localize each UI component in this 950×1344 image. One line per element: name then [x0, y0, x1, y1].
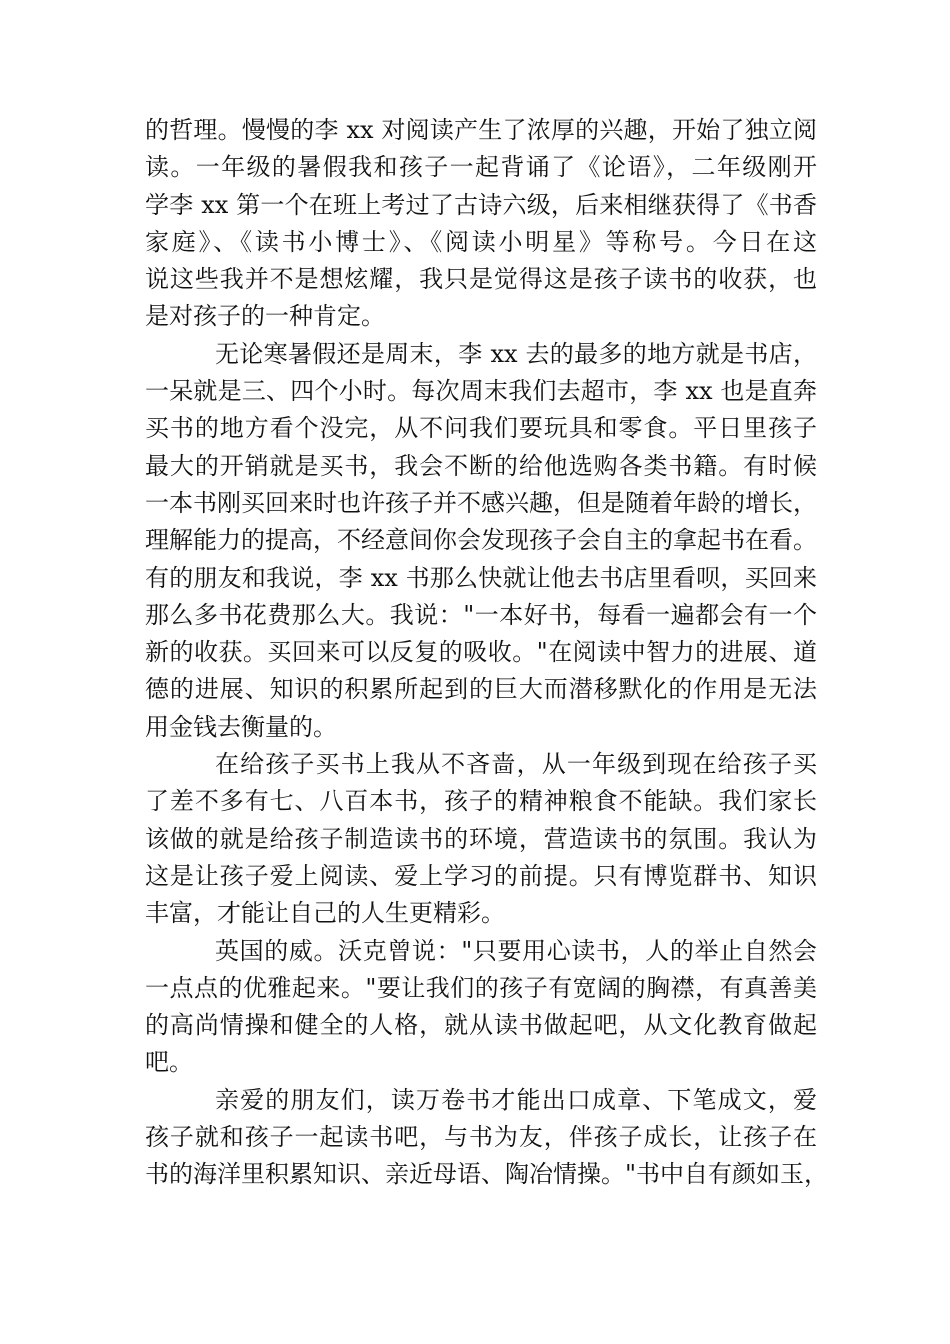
text-line: 说这些我并不是想炫耀，我只是觉得这是孩子读书的收获，也 [145, 265, 817, 294]
text-line: 英国的威。沃克曾说："只要用心读书，人的举止自然会 [215, 936, 817, 965]
text-line: 书的海洋里积累知识、亲近母语、陶冶情操。"书中自有颜如玉， [145, 1160, 829, 1189]
text-line: 孩子就和孩子一起读书吧，与书为友，伴孩子成长，让孩子在 [145, 1123, 817, 1152]
paragraph-3 [145, 746, 817, 932]
text-line: 有的朋友和我说，李 xx 书那么快就让他去书店里看呗，买回来 [145, 563, 817, 592]
text-line: 读。一年级的暑假我和孩子一起背诵了《论语》，二年级刚开 [145, 153, 817, 182]
paragraph-5 [145, 1082, 829, 1194]
text-line: 买书的地方看个没完，从不问我们要玩具和零食。平日里孩子 [145, 414, 817, 443]
text-line: 该做的就是给孩子制造读书的环境，营造读书的氛围。我认为 [145, 824, 817, 853]
text-line: 新的收获。买回来可以反复的吸收。"在阅读中智力的进展、道 [145, 638, 817, 667]
text-line: 一本书刚买回来时也许孩子并不感兴趣，但是随着年龄的增长， [145, 488, 817, 517]
paragraph-1 [145, 112, 817, 336]
text-line: 在给孩子买书上我从不吝啬，从一年级到现在给孩子买 [215, 750, 817, 779]
text-line: 用金钱去衡量的。 [145, 712, 337, 741]
paragraph-4 [145, 933, 817, 1082]
text-line: 学李 xx 第一个在班上考过了古诗六级，后来相继获得了《书香 [145, 190, 817, 219]
text-line: 了差不多有七、八百本书，孩子的精神粮食不能缺。我们家长 [145, 787, 817, 816]
document-page [145, 112, 829, 1194]
text-line: 最大的开销就是买书，我会不断的给他选购各类书籍。有时候 [145, 451, 817, 480]
text-line: 亲爱的朋友们，读万卷书才能出口成章、下笔成文，爱 [215, 1085, 817, 1114]
text-line: 无论寒暑假还是周末，李 xx 去的最多的地方就是书店， [215, 339, 817, 368]
text-line: 德的进展、知识的积累所起到的巨大而潜移默化的作用是无法 [145, 675, 817, 704]
text-line: 那么多书花费那么大。我说："一本好书，每看一遍都会有一个 [145, 600, 817, 629]
text-line: 的哲理。慢慢的李 xx 对阅读产生了浓厚的兴趣，开始了独立阅 [145, 116, 817, 144]
text-line: 的高尚情操和健全的人格，就从读书做起吧，从文化教育做起 [145, 1011, 817, 1040]
paragraph-2 [145, 336, 817, 746]
text-line: 家庭》、《读书小博士》、《阅读小明星》等称号。今日在这 [145, 227, 817, 256]
text-line: 这是让孩子爱上阅读、爱上学习的前提。只有博览群书、知识 [145, 861, 817, 890]
text-line: 理解能力的提高，不经意间你会发现孩子会自主的拿起书在看。 [145, 526, 817, 555]
text-line: 一点点的优雅起来。"要让我们的孩子有宽阔的胸襟，有真善美 [145, 973, 817, 1002]
text-line: 丰富，才能让自己的人生更精彩。 [145, 899, 505, 928]
text-line: 吧。 [145, 1048, 193, 1077]
text-line: 一呆就是三、四个小时。每次周末我们去超市，李 xx 也是直奔 [145, 377, 817, 406]
text-line: 是对孩子的一种肯定。 [145, 302, 385, 331]
